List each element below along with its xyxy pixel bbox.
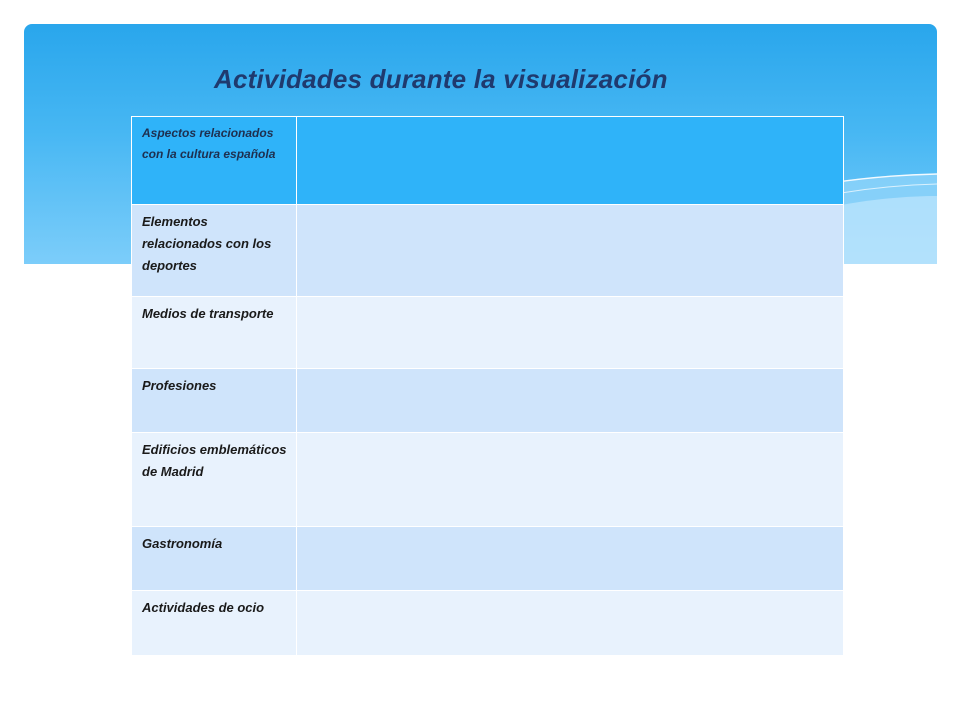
table-row	[132, 205, 844, 297]
row-label: Aspectos relacionados con la cultura española	[132, 117, 297, 205]
slide-title: Actividades durante la visualización	[214, 64, 668, 94]
row-value-cell[interactable]	[297, 117, 844, 205]
table-row	[132, 591, 844, 656]
row-label: Edificios emblemáticos de Madrid	[132, 433, 297, 527]
table-row	[132, 433, 844, 527]
row-value-cell[interactable]	[297, 369, 844, 433]
row-value-cell[interactable]	[297, 433, 844, 527]
row-value-cell[interactable]	[297, 205, 844, 297]
table-row	[132, 297, 844, 369]
table-row	[132, 527, 844, 591]
row-value-cell[interactable]	[297, 591, 844, 656]
row-label: Elementos relacionados con los deportes	[132, 205, 297, 297]
activities-table	[131, 116, 844, 656]
table-row	[132, 369, 844, 433]
row-label: Medios de transporte	[132, 297, 297, 369]
table-row	[132, 117, 844, 205]
row-value-cell[interactable]	[297, 297, 844, 369]
row-label: Actividades de ocio	[132, 591, 297, 656]
row-label: Profesiones	[132, 369, 297, 433]
row-value-cell[interactable]	[297, 527, 844, 591]
row-label: Gastronomía	[132, 527, 297, 591]
